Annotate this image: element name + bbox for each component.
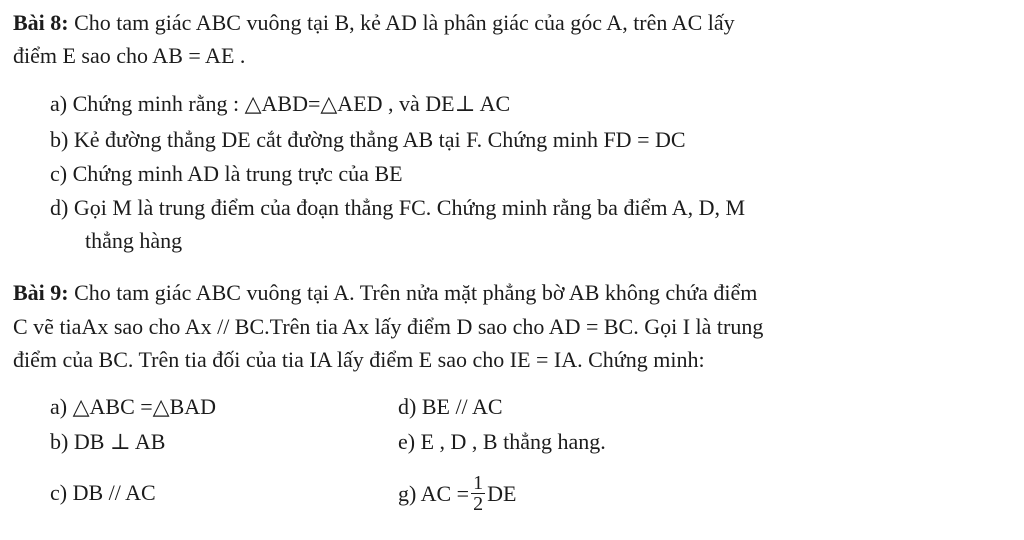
bai9-title: Bài 9: (13, 280, 69, 305)
bai8-item-d-cont: thẳng hàng (85, 228, 183, 253)
bai9-item-e: e) E , D , B thẳng hang. (398, 429, 606, 454)
bai9-intro-3: điểm của BC. Trên tia đối của tia IA lấy điểm E sao cho IE = IA. Chứng minh: (13, 347, 705, 372)
bai9-item-d: d) BE // AC (398, 394, 503, 419)
bai8-line-1 (13, 10, 735, 36)
bai8-title: Bài 8: (13, 10, 69, 35)
bai9-item-c: c) DB // AC (50, 480, 156, 505)
bai8-item-d: d) Gọi M là trung điểm của đoạn thẳng FC. Chứng minh rằng ba điểm A, D, M (50, 195, 746, 220)
fraction-one-half (471, 473, 485, 514)
fraction-numerator: 1 (473, 472, 484, 495)
bai8-item-c: c) Chứng minh AD là trung trực của BE (50, 161, 403, 186)
bai9-item-b: b) DB ⊥ AB (50, 429, 166, 454)
bai9-item-g-suffix: DE (487, 481, 517, 506)
bai8-item-a: a) Chứng minh rằng : △ABD=△AED , và DE⊥ AC (50, 91, 511, 116)
bai9-intro-1: Cho tam giác ABC vuông tại A. Trên nửa mặt phẳng bờ AB không chứa điểm (68, 280, 758, 305)
bai8-intro-2: điểm E sao cho AB = AE . (13, 43, 246, 68)
bai9-item-g-prefix: g) AC = (398, 481, 470, 506)
fraction-denominator: 2 (473, 493, 484, 516)
bai9-intro-2: C vẽ tiaAx sao cho Ax // BC.Trên tia Ax lấy điểm D sao cho AD = BC. Gọi I là trung (13, 314, 764, 339)
bai9-item-a: a) △ABC =△BAD (50, 394, 217, 419)
bai9-item-g (398, 474, 516, 516)
bai8-intro-1: Cho tam giác ABC vuông tại B, kẻ AD là phân giác của góc A, trên AC lấy (68, 10, 735, 35)
bai8-item-b: b) Kẻ đường thẳng DE cắt đường thẳng AB tại F. Chứng minh FD = DC (50, 127, 686, 152)
bai9-line-1 (13, 280, 757, 306)
